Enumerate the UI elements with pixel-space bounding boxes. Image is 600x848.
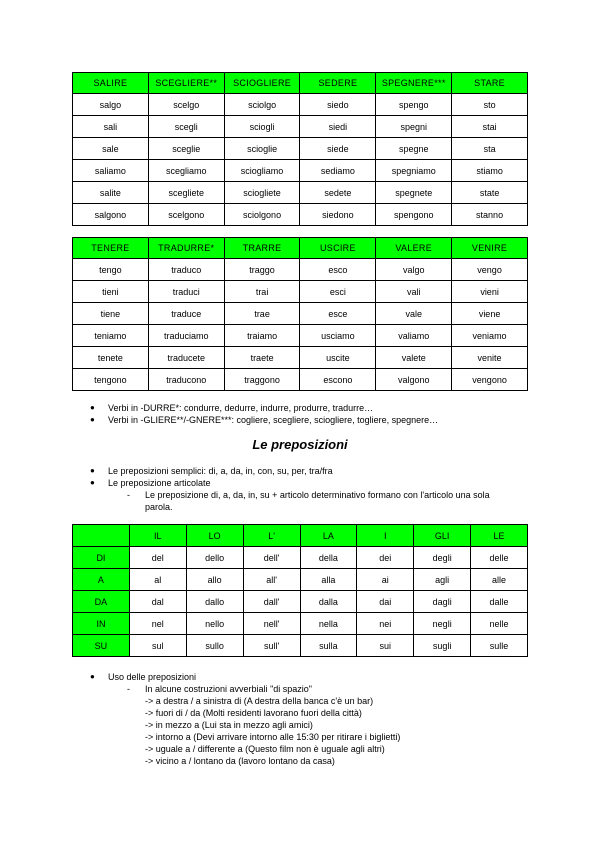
uso-example-item: -> intorno a (Devi arrivare intorno alle 15:30 per ritirare i biglietti) <box>145 732 401 742</box>
verb-cell: spengo <box>376 94 452 116</box>
prep-row <box>73 569 528 591</box>
verb-cell: sciolgono <box>224 204 300 226</box>
verb-notes-list <box>90 402 439 426</box>
prep-intro-item <box>90 477 528 489</box>
verb-cell: valgo <box>376 259 452 281</box>
verb-header-cell: SPEGNERE*** <box>376 73 452 94</box>
verb-cell: valgono <box>376 369 452 391</box>
verb-cell: valiamo <box>376 325 452 347</box>
articulated-cell: del <box>129 547 186 569</box>
bullet-icon: ● <box>90 672 95 681</box>
uso-example-item: -> uguale a / differente a (Questo film non è uguale agli altri) <box>145 744 385 754</box>
verb-cell: sciolgo <box>224 94 300 116</box>
articulated-cell: all' <box>243 569 300 591</box>
articulated-cell: nel <box>129 613 186 635</box>
verb-cell: trai <box>224 281 300 303</box>
verb-cell: veniamo <box>452 325 528 347</box>
section-title: Le preposizioni <box>252 437 348 452</box>
verb-cell: sale <box>73 138 149 160</box>
verb-cell: trae <box>224 303 300 325</box>
articulated-cell: al <box>129 569 186 591</box>
verb-cell: stiamo <box>452 160 528 182</box>
verb-cell: sceglie <box>148 138 224 160</box>
uso-examples <box>145 695 400 767</box>
verb-cell: sto <box>452 94 528 116</box>
verb-cell: usciamo <box>300 325 376 347</box>
verb-cell: sali <box>73 116 149 138</box>
verb-header-cell: VENIRE <box>452 238 528 259</box>
bullet-icon: ● <box>90 403 95 412</box>
prep-intro-sub-item <box>127 489 515 513</box>
articulated-cell: nei <box>357 613 414 635</box>
prep-row <box>73 591 528 613</box>
bullet-icon: ● <box>90 478 95 487</box>
verb-cell: teniamo <box>73 325 149 347</box>
verb-cell: scegliamo <box>148 160 224 182</box>
uso-sub-item <box>127 683 312 695</box>
articulated-cell: nello <box>186 613 243 635</box>
verb-header-cell: STARE <box>452 73 528 94</box>
verb-row <box>73 303 528 325</box>
note-text: Verbi in -GLIERE**/-GNERE***: cogliere, scegliere, sciogliere, togliere, spegnere… <box>108 415 439 425</box>
verb-header-cell: TRARRE <box>224 238 300 259</box>
verb-cell: sciogliamo <box>224 160 300 182</box>
articulated-cell: negli <box>414 613 471 635</box>
verb-cell: traduciamo <box>148 325 224 347</box>
verb-cell: esce <box>300 303 376 325</box>
articulated-cell: nelle <box>471 613 528 635</box>
uso-example-item: -> vicino a / lontano da (lavoro lontano da casa) <box>145 756 335 766</box>
uso-list <box>90 671 197 683</box>
verb-cell: spegne <box>376 138 452 160</box>
verb-header-cell: VALERE <box>376 238 452 259</box>
verb-cell: traete <box>224 347 300 369</box>
articulated-cell: dalle <box>471 591 528 613</box>
verb-row <box>73 182 528 204</box>
verb-cell: siedo <box>300 94 376 116</box>
verb-cell: vale <box>376 303 452 325</box>
verb-cell: siedono <box>300 204 376 226</box>
verb-cell: sta <box>452 138 528 160</box>
preposition-cell: SU <box>73 635 130 657</box>
articulated-cell: nell' <box>243 613 300 635</box>
prep-table-header <box>73 525 528 547</box>
verb-cell: esci <box>300 281 376 303</box>
articulated-cell: sugli <box>414 635 471 657</box>
verb-cell: spegni <box>376 116 452 138</box>
verb-cell: scegli <box>148 116 224 138</box>
verb-cell: valete <box>376 347 452 369</box>
verb-header-cell: SEDERE <box>300 73 376 94</box>
articulated-cell: dal <box>129 591 186 613</box>
dash-icon: - <box>127 490 130 500</box>
articulated-cell: dalla <box>300 591 357 613</box>
verb-header-cell: SALIRE <box>73 73 149 94</box>
verb-header-cell: SCEGLIERE** <box>148 73 224 94</box>
verb-cell: vengo <box>452 259 528 281</box>
articulated-cell: alle <box>471 569 528 591</box>
dash-icon: - <box>127 684 130 694</box>
verb-row <box>73 94 528 116</box>
verb-cell: siedi <box>300 116 376 138</box>
prep-row <box>73 613 528 635</box>
verb-cell: traducete <box>148 347 224 369</box>
preposition-cell: IN <box>73 613 130 635</box>
verb-cell: spengono <box>376 204 452 226</box>
verb-header-cell: USCIRE <box>300 238 376 259</box>
prep-intro-list <box>90 465 528 489</box>
note-item <box>90 414 439 426</box>
verb-cell: traduci <box>148 281 224 303</box>
prep-row <box>73 547 528 569</box>
verb-row <box>73 116 528 138</box>
verb-cell: salgono <box>73 204 149 226</box>
verb-header-cell: TRADURRE* <box>148 238 224 259</box>
verb-cell: siede <box>300 138 376 160</box>
verb-row <box>73 259 528 281</box>
verb-cell: scelgo <box>148 94 224 116</box>
prep-intro-sub-text: Le preposizione di, a, da, in, su + articolo determinativo formano con l'articolo una sola parola. <box>145 490 490 512</box>
verb-cell: tiene <box>73 303 149 325</box>
verb-cell: traducono <box>148 369 224 391</box>
verb-cell: escono <box>300 369 376 391</box>
verb-row <box>73 369 528 391</box>
note-item <box>90 402 438 414</box>
verb-header-cell: SCIOGLIERE <box>224 73 300 94</box>
prep-intro-text: Le preposizione articolate <box>108 478 211 488</box>
verb-cell: vengono <box>452 369 528 391</box>
verb-table-2-header <box>73 238 528 259</box>
articulated-cell: ai <box>357 569 414 591</box>
uso-example-item: -> in mezzo a (Lui sta in mezzo agli amici) <box>145 720 313 730</box>
verb-cell: traiamo <box>224 325 300 347</box>
verb-cell: traggo <box>224 259 300 281</box>
verb-table-2 <box>72 237 528 391</box>
verb-cell: scioglie <box>224 138 300 160</box>
verb-cell: spegnete <box>376 182 452 204</box>
articulated-cell: dall' <box>243 591 300 613</box>
articulated-cell: sull' <box>243 635 300 657</box>
articulated-cell: dallo <box>186 591 243 613</box>
verb-row <box>73 138 528 160</box>
articulated-cell: dello <box>186 547 243 569</box>
article-header-cell: LA <box>300 525 357 547</box>
verb-header-cell: TENERE <box>73 238 149 259</box>
verb-row <box>73 160 528 182</box>
verb-cell: stanno <box>452 204 528 226</box>
articulated-cell: dei <box>357 547 414 569</box>
verb-cell: tieni <box>73 281 149 303</box>
verb-row <box>73 325 528 347</box>
articulated-cell: sullo <box>186 635 243 657</box>
uso-sub-text: In alcune costruzioni avverbiali "di spazio" <box>145 684 312 694</box>
verb-cell: stai <box>452 116 528 138</box>
preposition-cell: DI <box>73 547 130 569</box>
preposition-cell: DA <box>73 591 130 613</box>
verb-cell: traduco <box>148 259 224 281</box>
verb-cell: tenete <box>73 347 149 369</box>
verb-cell: state <box>452 182 528 204</box>
articulated-cell: nella <box>300 613 357 635</box>
uso-heading: Uso delle preposizioni <box>108 672 197 682</box>
articulated-cell: degli <box>414 547 471 569</box>
verb-cell: viene <box>452 303 528 325</box>
article-header-cell: GLI <box>414 525 471 547</box>
articulated-cell: alla <box>300 569 357 591</box>
articulated-cell: dai <box>357 591 414 613</box>
verb-cell: venite <box>452 347 528 369</box>
verb-cell: saliamo <box>73 160 149 182</box>
preposition-cell: A <box>73 569 130 591</box>
verb-table-1 <box>72 72 528 226</box>
articulated-cell: agli <box>414 569 471 591</box>
uso-example-item: -> a destra / a sinistra di (A destra della banca c'è un bar) <box>145 696 374 706</box>
articulated-cell: delle <box>471 547 528 569</box>
verb-row <box>73 281 528 303</box>
verb-table-1-header <box>73 73 528 94</box>
verb-row <box>73 347 528 369</box>
articulated-cell: dagli <box>414 591 471 613</box>
articulated-cell: dell' <box>243 547 300 569</box>
verb-cell: uscite <box>300 347 376 369</box>
verb-cell: sedete <box>300 182 376 204</box>
prep-corner-cell <box>73 525 130 547</box>
prep-intro-item <box>90 465 528 477</box>
verb-cell: scegliete <box>148 182 224 204</box>
article-header-cell: LO <box>186 525 243 547</box>
articulated-cell: sul <box>129 635 186 657</box>
prep-intro-text: Le preposizioni semplici: di, a, da, in, con, su, per, tra/fra <box>108 466 333 476</box>
articulated-cell: sulle <box>471 635 528 657</box>
prep-table-body <box>73 547 528 657</box>
uso-example-item: -> fuori di / da (Molti residenti lavorano fuori della città) <box>145 708 362 718</box>
uso-heading-item <box>90 671 197 683</box>
verb-cell: sciogliete <box>224 182 300 204</box>
prep-table <box>72 524 528 657</box>
prep-row <box>73 635 528 657</box>
verb-cell: traggono <box>224 369 300 391</box>
verb-cell: spegniamo <box>376 160 452 182</box>
verb-cell: sediamo <box>300 160 376 182</box>
article-header-cell: LE <box>471 525 528 547</box>
verb-cell: salgo <box>73 94 149 116</box>
article-header-cell: I <box>357 525 414 547</box>
verb-cell: vieni <box>452 281 528 303</box>
articulated-cell: sui <box>357 635 414 657</box>
articulated-cell: sulla <box>300 635 357 657</box>
article-header-cell: IL <box>129 525 186 547</box>
verb-cell: scelgono <box>148 204 224 226</box>
bullet-icon: ● <box>90 466 95 475</box>
note-text: Verbi in -DURRE*: condurre, dedurre, indurre, produrre, tradurre… <box>108 403 374 413</box>
verb-table-2-body <box>73 259 528 391</box>
verb-table-1-body <box>73 94 528 226</box>
verb-cell: sciogli <box>224 116 300 138</box>
articulated-cell: allo <box>186 569 243 591</box>
verb-cell: tengo <box>73 259 149 281</box>
verb-row <box>73 204 528 226</box>
verb-cell: tengono <box>73 369 149 391</box>
articulated-cell: della <box>300 547 357 569</box>
verb-cell: salite <box>73 182 149 204</box>
verb-cell: esco <box>300 259 376 281</box>
bullet-icon: ● <box>90 415 95 424</box>
verb-cell: vali <box>376 281 452 303</box>
verb-cell: traduce <box>148 303 224 325</box>
article-header-cell: L' <box>243 525 300 547</box>
